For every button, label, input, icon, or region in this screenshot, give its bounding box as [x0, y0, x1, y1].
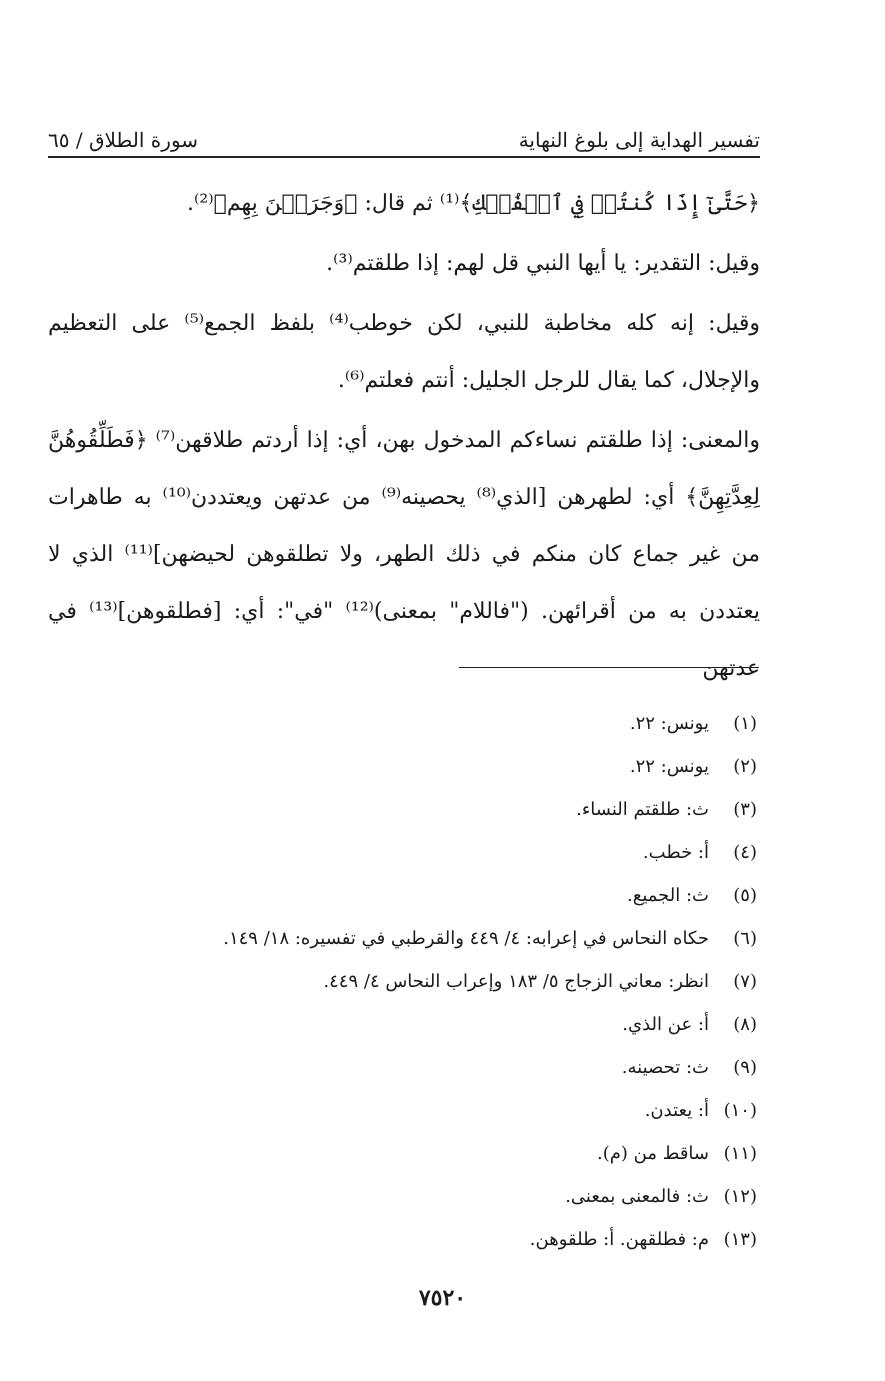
footnote-number: (١٠): [723, 1100, 757, 1121]
footnote-number: (١٢): [723, 1186, 757, 1207]
footnote-item: [117, 1003, 757, 1046]
paragraph-taqdir: وقيل: التقدير: يا أيها النبي قل لهم: إذا طلقتم⁽³⁾.: [326, 251, 760, 276]
footnote-item: [117, 1218, 757, 1261]
footnote-item: [117, 831, 757, 874]
footnote-item: [117, 960, 757, 1003]
footnote-text: أ: خطب.: [642, 842, 709, 863]
paragraph-khitab: وقيل: إنه كله مخاطبة للنبي، لكن خوطب⁽⁴⁾ بلفظ الجمع⁽⁵⁾ على التعظيم والإجلال، كما يقال للرجل الجليل: أنتم فعلتم⁽⁶⁾.: [48, 311, 761, 393]
footnote-number: (٨): [733, 1014, 757, 1035]
paragraph-meaning: والمعنى: إذا طلقتم نساءكم المدخول بهن، أي: إذا أردتم طلاقهن⁽⁷⁾ ﴿فَطَلِّقُوهُنَّ لِعِدَّتِهِنَّ﴾ أي: لطهرهن [الذي⁽⁸⁾ يحصينه⁽⁹⁾ من عدتهن ويعتددن⁽¹⁰⁾ به طاهرات من غير جماع كان منكم في ذلك الطهر، ولا تطلقوهن لحيضهن]⁽¹¹⁾ الذي لا يعتددن به من أقرائهن. ("فاللام" بمعنى)⁽¹²⁾ "في": أي: [فطلقوهن]⁽¹³⁾ في عدتهن: [48, 428, 760, 681]
footnote-number: (٥): [733, 885, 757, 906]
footnote-separator: [459, 667, 759, 668]
footnote-item: [117, 1175, 757, 1218]
page-number: ٧٥٢٠: [418, 1285, 467, 1311]
footnote-text: يونس: ٢٢.: [629, 713, 709, 734]
footnote-number: (٧): [733, 971, 757, 992]
footnote-text: انظر: معاني الزجاج ٥/ ١٨٣ وإعراب النحاس ٤/ ٤٤٩.: [323, 971, 709, 992]
footnote-item: [117, 917, 757, 960]
footnote-text: أ: عن الذي.: [622, 1014, 709, 1035]
footnote-item: [117, 1046, 757, 1089]
book-title: تفسير الهداية إلى بلوغ النهاية: [518, 128, 760, 152]
footnote-text: ث: تحصينه.: [621, 1057, 709, 1078]
footnote-text: حكاه النحاس في إعرابه: ٤/ ٤٤٩ والقرطبي في تفسيره: ١٨/ ١٤٩.: [223, 928, 709, 949]
footnote-text: ساقط من (م).: [597, 1143, 709, 1164]
footnotes-list: [117, 702, 757, 1261]
surah-reference: سورة الطلاق / ٦٥: [48, 128, 199, 152]
footnote-number: (٤): [733, 842, 757, 863]
footnote-number: (٢): [733, 756, 757, 777]
footnote-item: [117, 745, 757, 788]
footnote-number: (١): [733, 713, 757, 734]
footnote-number: (١٣): [723, 1229, 757, 1250]
footnote-number: (١١): [723, 1143, 757, 1164]
footnote-item: [117, 1132, 757, 1175]
footnote-item: [117, 874, 757, 917]
footnote-text: ث: الجميع.: [627, 885, 709, 906]
running-header: [48, 112, 760, 158]
footnote-text: ث: فالمعنى بمعنى.: [565, 1186, 709, 1207]
footnote-item: [117, 788, 757, 831]
footnote-text: يونس: ٢٢.: [629, 756, 709, 777]
footnote-item: [117, 702, 757, 745]
footnote-number: (٦): [733, 928, 757, 949]
footnote-text: ث: طلقتم النساء.: [576, 799, 709, 820]
main-text: [48, 175, 760, 697]
footnote-text: أ: يعتدن.: [644, 1100, 709, 1121]
footnote-number: (٣): [733, 799, 757, 820]
footnote-text: م: فطلقهن. أ: طلقوهن.: [529, 1229, 709, 1250]
footnote-item: [117, 1089, 757, 1132]
footnote-number: (٩): [733, 1057, 757, 1078]
paragraph-quran-quote: ﴿حَتَّىٰٓ إِذَا كُنتُمۡ فِي ٱلۡفُلۡكِ﴾⁽¹⁾ ثم قال: ﴿وَجَرَيۡنَ بِهِم﴾⁽²⁾.: [187, 191, 760, 216]
